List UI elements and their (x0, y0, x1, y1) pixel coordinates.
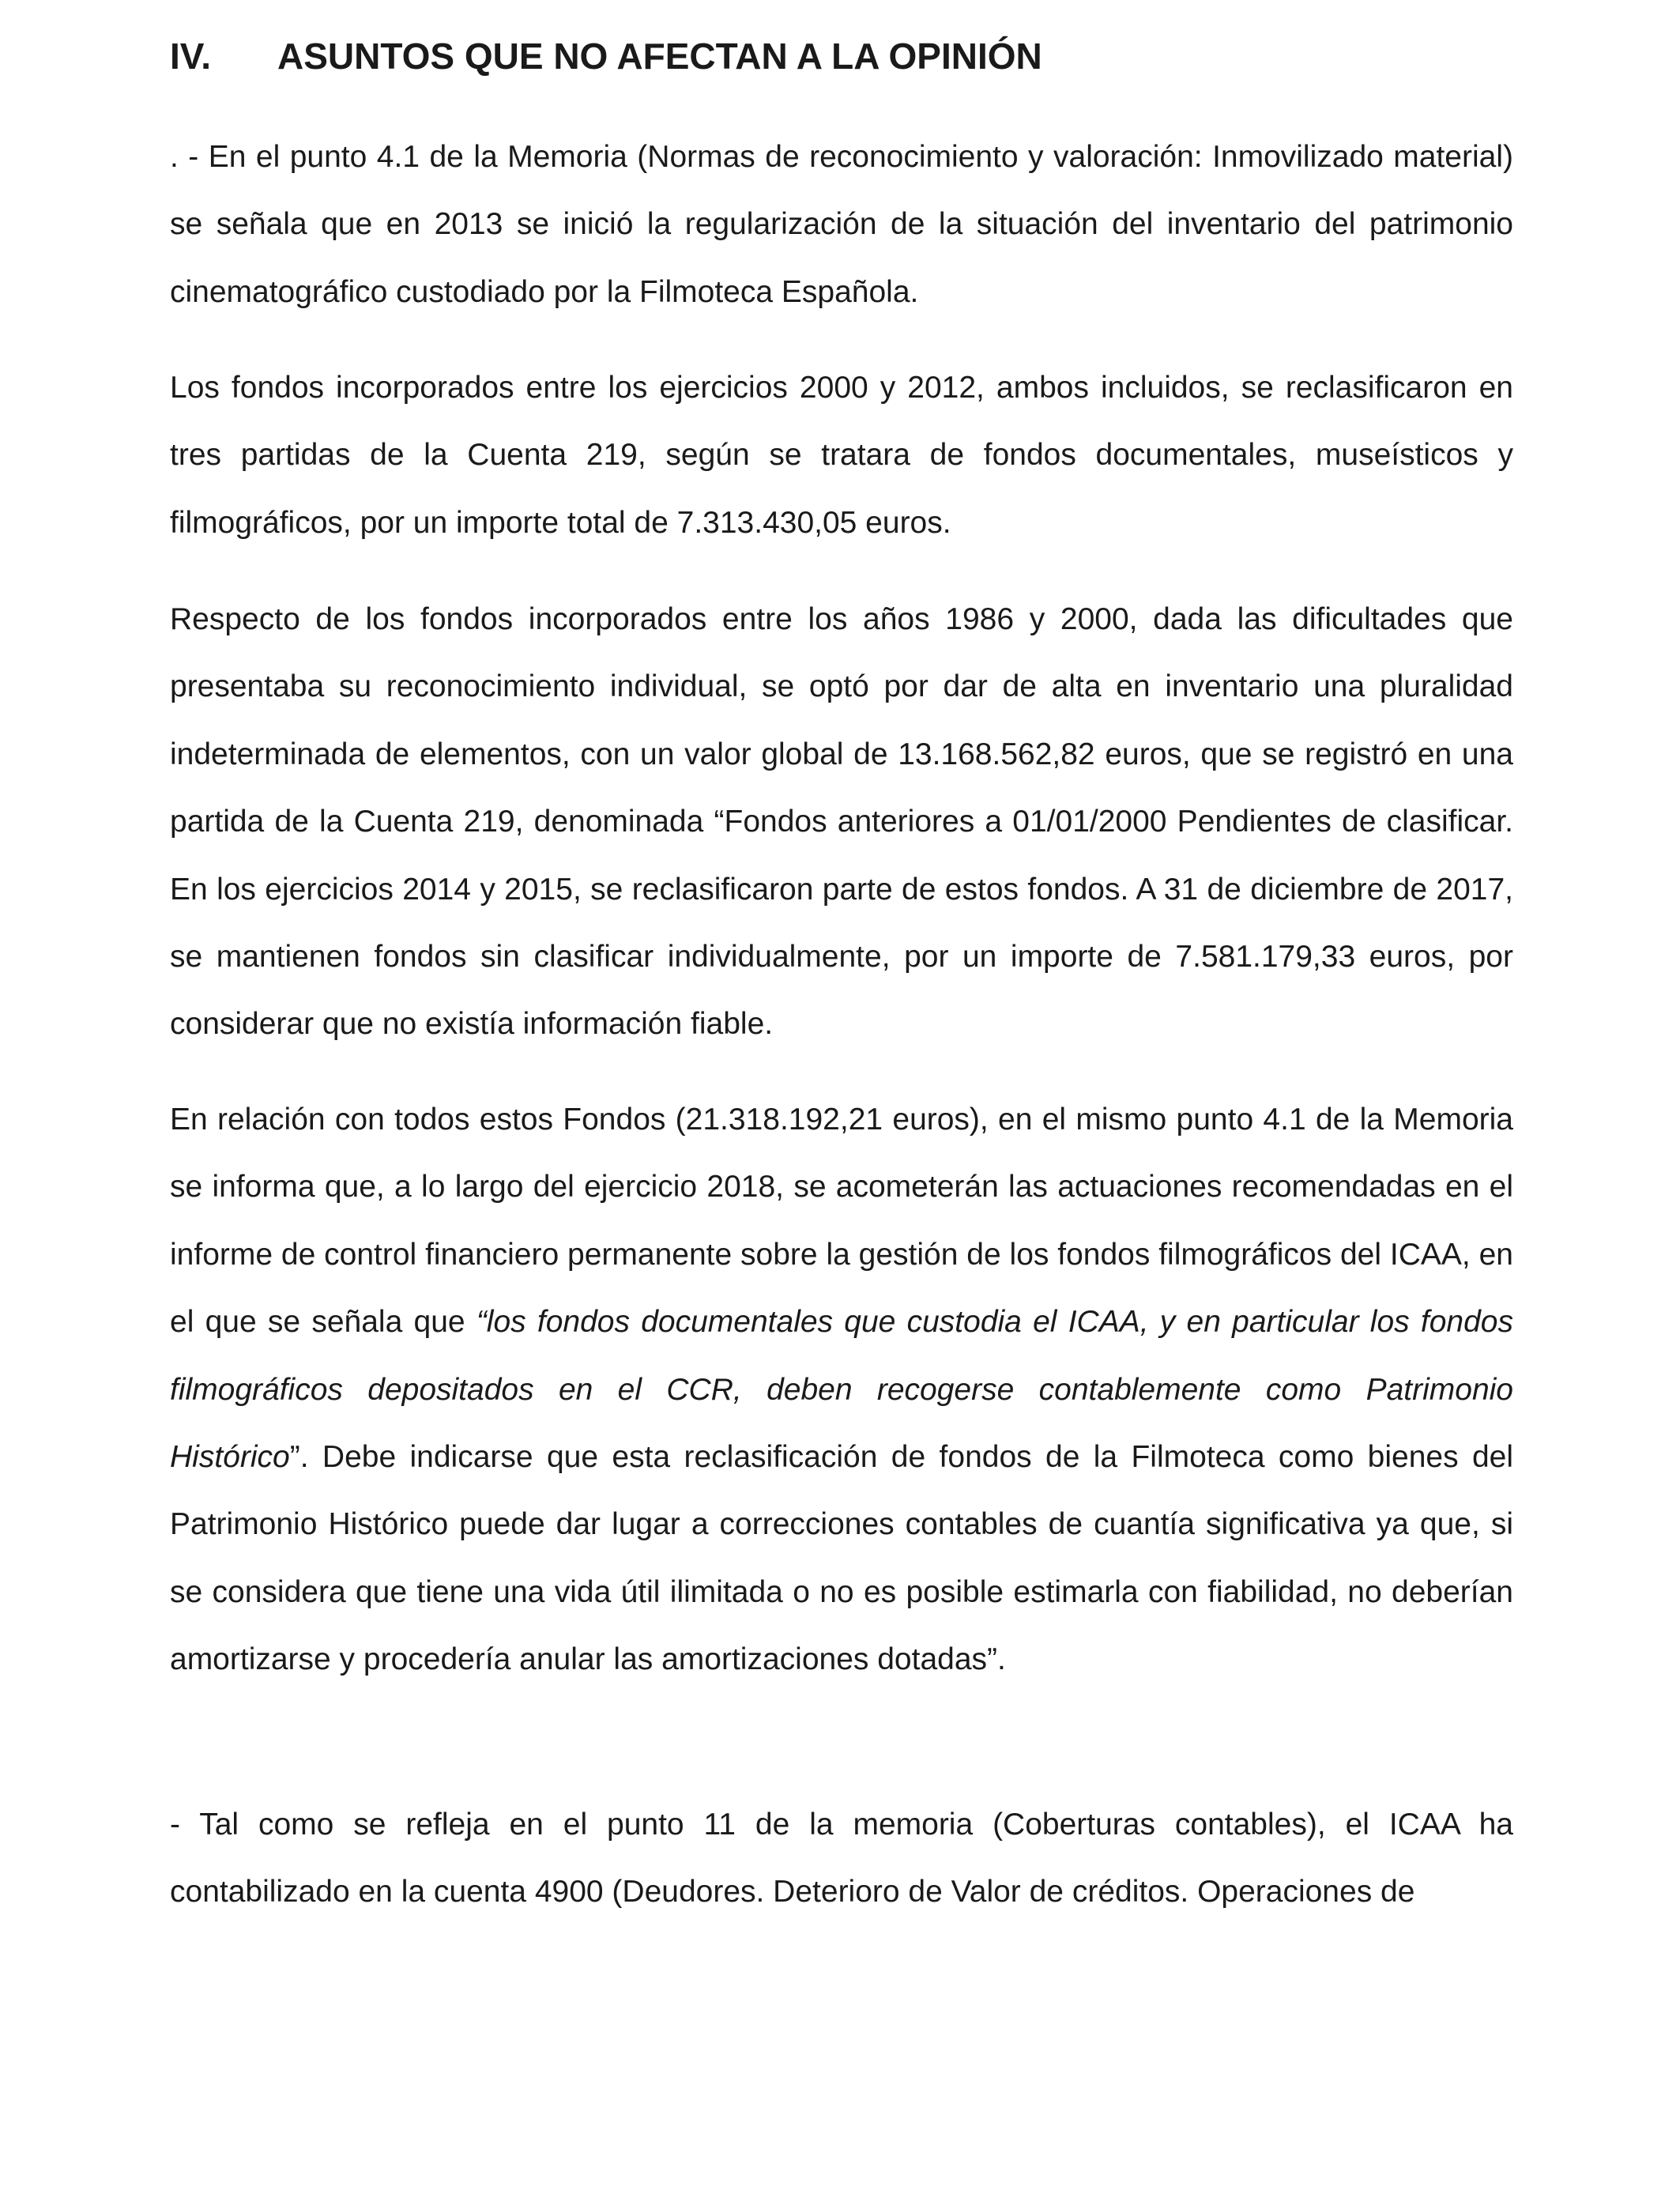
section-heading (170, 28, 1513, 84)
paragraph-4-quote: “los fondos documentales que custodia el ICAA, y en particular los fondos filmográficos depositados en el CCR, deben recogerse contablemente como Patrimonio Histórico (170, 1305, 1513, 1475)
paragraph-4-text-end: ”. Debe indicarse que esta reclasificación de fondos de la Filmoteca como bienes del Patrimonio Histórico puede dar lugar a correcciones contables de cuantía significativa ya que, si se considera que tiene una vida útil ilimitada o no es posible estimarla con fiabilidad, no deberían amortizarse y procedería anular las amortizaciones dotadas”. (170, 1440, 1513, 1677)
paragraph-4 (170, 1086, 1513, 1694)
paragraph-4-text: En relación con todos estos Fondos (21.318.192,21 euros), en el mismo punto 4.1 de la Memoria se informa que, a lo largo del ejercicio 2018, se acometerán las actuaciones recomendadas en el informe de control financiero permanente sobre la gestión de los fondos filmográficos del ICAA, en el que se señala que (170, 1103, 1513, 1340)
section-title: ASUNTOS QUE NO AFECTAN A LA OPINIÓN (277, 36, 1042, 77)
paragraph-3: Respecto de los fondos incorporados entre los años 1986 y 2000, dada las dificultades que presentaba su reconocimiento individual, se optó por dar de alta en inventario una pluralidad indeterminada de elementos, con un valor global de 13.168.562,82 euros, que se registró en una partida de la Cuenta 219, denominada “Fondos anteriores a 01/01/2000 Pendientes de clasificar. En los ejercicios 2014 y 2015, se reclasificaron parte de estos fondos. A 31 de diciembre de 2017, se mantienen fondos sin clasificar individualmente, por un importe de 7.581.179,33 euros, por considerar que no existía información fiable. (170, 602, 1513, 1042)
paragraph-2: Los fondos incorporados entre los ejercicios 2000 y 2012, ambos incluidos, se reclasificaron en tres partidas de la Cuenta 219, según se tratara de fondos documentales, museísticos y filmográficos, por un importe total de 7.313.430,05 euros. (170, 371, 1513, 540)
section-number: IV. (170, 36, 212, 77)
paragraph-5: - Tal como se refleja en el punto 11 de la memoria (Coberturas contables), el ICAA ha contabilizado en la cuenta 4900 (Deudores. Deterioro de Valor de créditos. Operaciones de (170, 1808, 1513, 1909)
paragraph-1: . - En el punto 4.1 de la Memoria (Normas de reconocimiento y valoración: Inmovilizado material) se señala que en 2013 se inició la regularización de la situación del inventario del patrimonio cinematográfico custodiado por la Filmoteca Española. (170, 140, 1513, 309)
